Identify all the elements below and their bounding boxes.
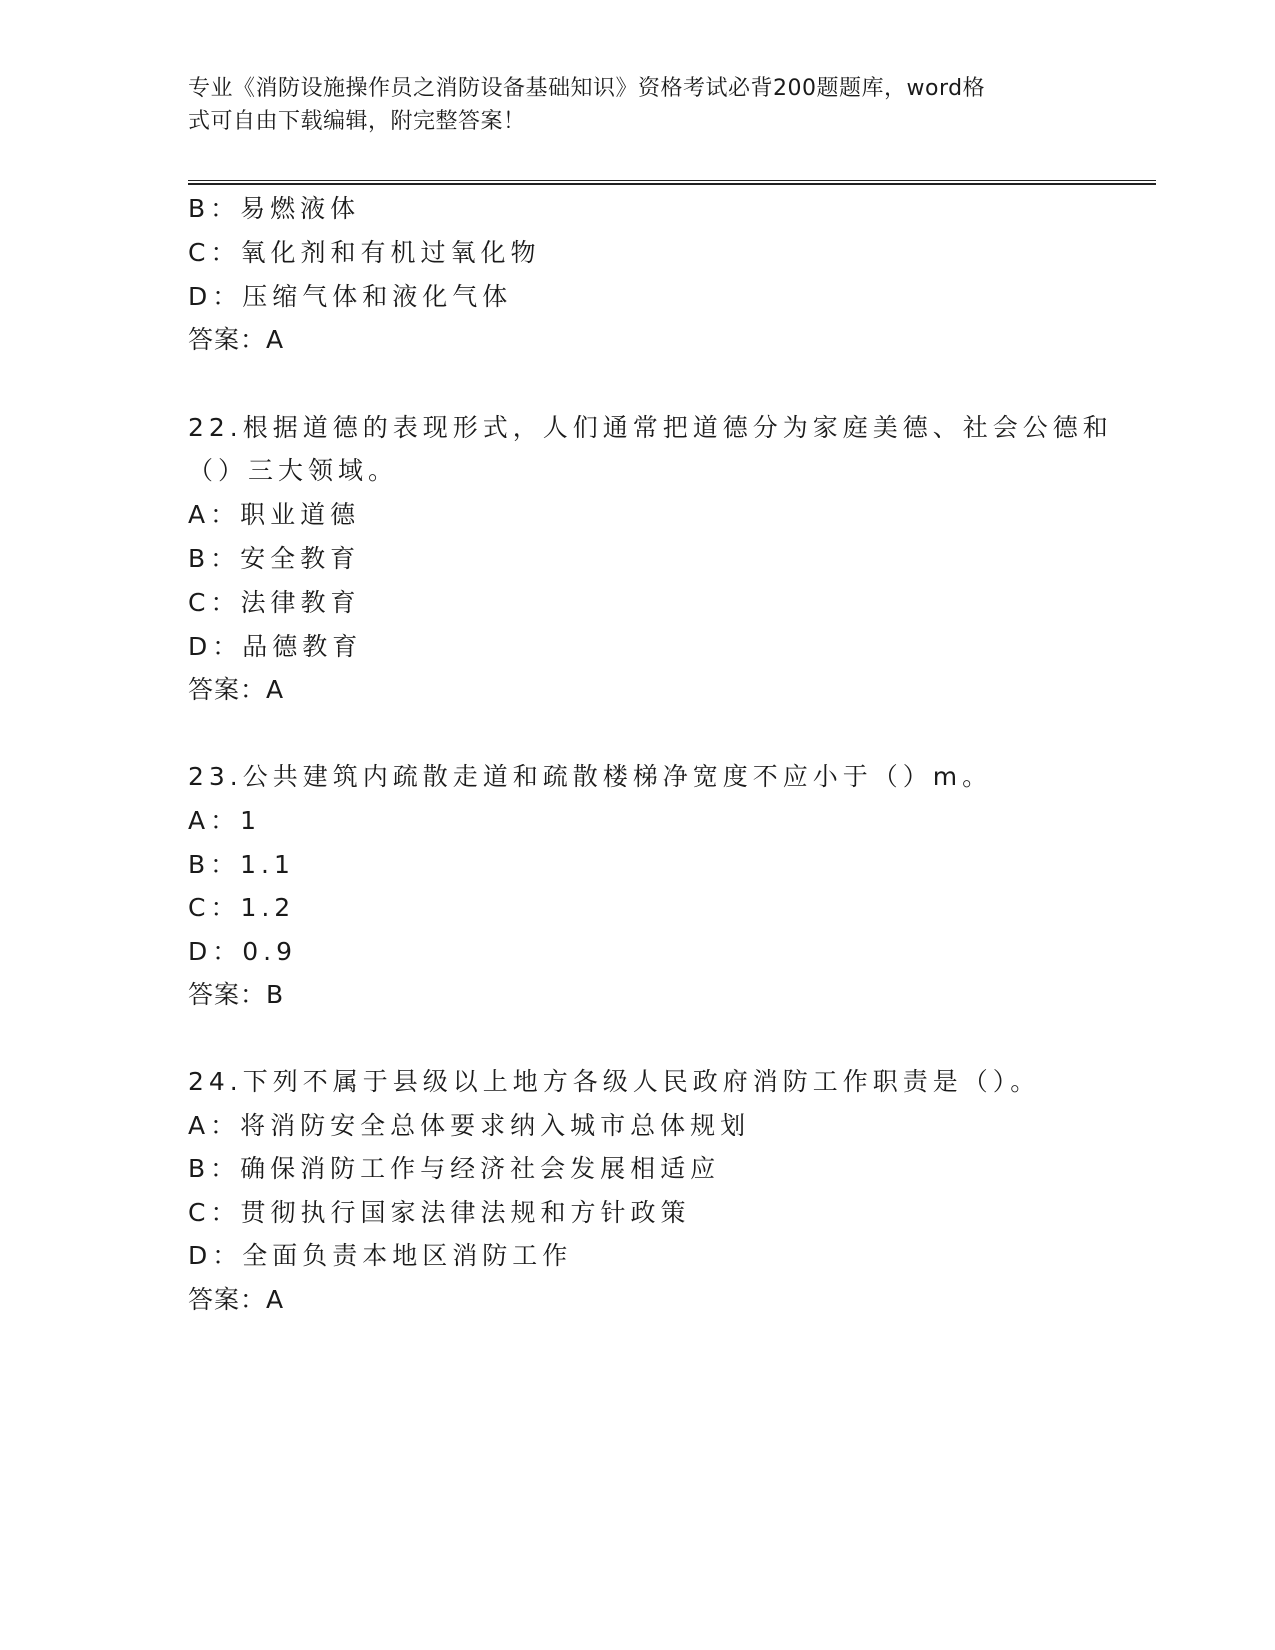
- question-23-option-c: C：1.2: [188, 893, 296, 922]
- question-23-option-a: A：1: [188, 806, 262, 835]
- question-22-option-c: C：法律教育: [188, 588, 361, 617]
- question-22-option-a: A：职业道德: [188, 500, 361, 529]
- document-header: [188, 72, 1068, 138]
- question-22-option-b: B：安全教育: [188, 544, 361, 573]
- question-24-option-a: A：将消防安全总体要求纳入城市总体规划: [188, 1111, 751, 1140]
- header-title-line-2: 式可自由下载编辑，附完整答案！: [188, 109, 526, 134]
- header-title-line-1: 专业《消防设施操作员之消防设备基础知识》资格考试必背200题题库，word格: [188, 76, 986, 101]
- question-22-stem: 22.根据道德的表现形式，人们通常把道德分为家庭美德、社会公德和: [188, 413, 1113, 442]
- option-b: B：易燃液体: [188, 194, 361, 223]
- question-23-answer: 答案：B: [188, 980, 285, 1009]
- question-23-stem: 23.公共建筑内疏散走道和疏散楼梯净宽度不应小于（）m。: [188, 762, 993, 791]
- question-24-option-d: D：全面负责本地区消防工作: [188, 1241, 573, 1270]
- question-22-stem-continued: （）三大领域。: [188, 456, 399, 485]
- answer-line: 答案：A: [188, 325, 285, 354]
- question-24-answer: 答案：A: [188, 1285, 285, 1314]
- option-c: C：氧化剂和有机过氧化物: [188, 238, 541, 267]
- question-24-option-b: B：确保消防工作与经济社会发展相适应: [188, 1154, 721, 1183]
- header-divider: [188, 180, 1156, 185]
- question-23-option-b: B：1.1: [188, 850, 295, 879]
- option-d: D：压缩气体和液化气体: [188, 282, 513, 311]
- question-24-option-c: C：贯彻执行国家法律法规和方针政策: [188, 1198, 691, 1227]
- question-23-option-d: D：0.9: [188, 937, 298, 966]
- question-24-stem: 24.下列不属于县级以上地方各级人民政府消防工作职责是（）。: [188, 1067, 1041, 1096]
- question-22-option-d: D：品德教育: [188, 632, 363, 661]
- question-22-answer: 答案：A: [188, 675, 285, 704]
